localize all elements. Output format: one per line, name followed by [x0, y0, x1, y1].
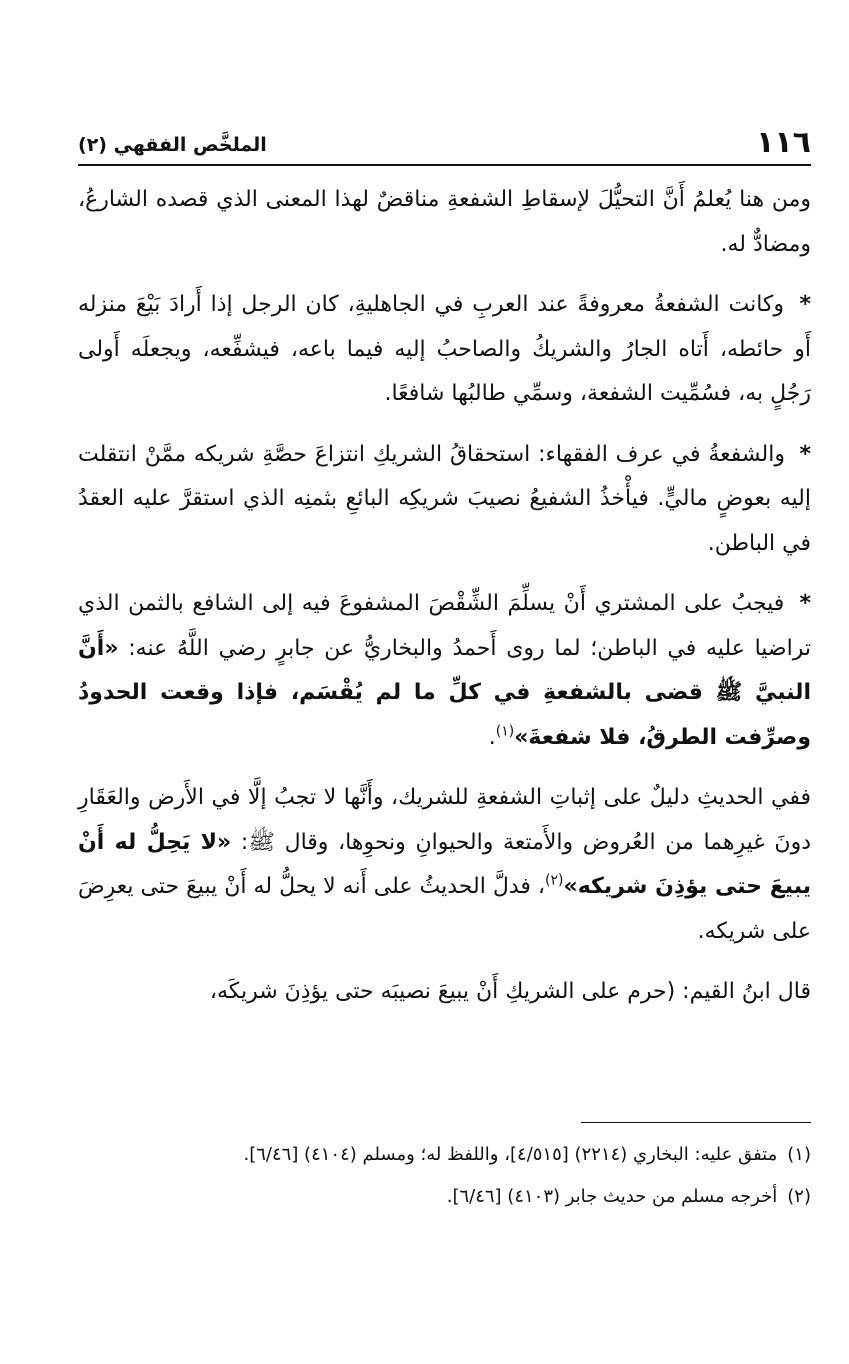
paragraph-bullet: *: [790, 591, 811, 616]
footnote-number: (١): [787, 1144, 811, 1165]
footnote: [78, 1176, 811, 1218]
paragraph: [78, 970, 811, 1015]
paragraph-text: وكانت الشفعةُ معروفةً عند العربِ في الجاهليةِ، كان الرجل إذا أَرادَ بَيْعَ منزله أَو حائطه، أَتاه الجارُ والشريكُ والصاحبُ إليه فيما باعه، فيشفِّعه، ويجعلَه أَولى رَجُلٍ به، فسُمِّيت الشفعة، وسمِّي طالبُها شافعًا.: [78, 292, 811, 406]
page-header: [78, 120, 811, 166]
hadith-quote: «أَنَّ النبيَّ ﷺ قضى بالشفعةِ في كلِّ ما لم يُقْسَم، فإذا وقعت الحدودُ وصرِّفت الطرقُ، فلا شفعةَ»: [78, 635, 811, 750]
paragraph-text: فيجبُ على المشتري أَنْ يسلِّمَ الشِّقْصَ المشفوعَ فيه إلى الشافع بالثمن الذي تراضيا عليه في الباطن؛ لما روى أَحمدُ والبخاريُّ عن جابرٍ رضي اللَّهُ عنه:: [78, 591, 811, 661]
paragraph-text: ومن هنا يُعلمُ أَنَّ التحيُّلَ لإسقاطِ الشفعةِ مناقضٌ لهذا المعنى الذي قصده الشارعُ، ومضادٌّ له.: [78, 187, 811, 257]
paragraph: [78, 433, 811, 567]
footnote: [78, 1134, 811, 1176]
page-number: ١١٦: [756, 125, 811, 160]
footnote-divider: [581, 1122, 811, 1123]
paragraph: [78, 178, 811, 267]
paragraph: [78, 283, 811, 417]
footnote-number: (٢): [787, 1186, 811, 1207]
main-text: [78, 178, 811, 1031]
footnote-text: متفق عليه: البخاري (٢٢١٤) [٤/٥١٥]، واللفظ له؛ ومسلم (٤١٠٤) [٦/٤٦].: [243, 1144, 778, 1165]
paragraph-bullet: *: [790, 292, 811, 317]
running-title: الملخَّص الفقهي (٢): [78, 134, 267, 156]
footnote-reference: (٢): [545, 872, 564, 889]
hadith-quote: «لا يَحِلُّ له أَنْ يبيعَ حتى يؤذِنَ شريكه»: [78, 829, 811, 899]
footnote-reference: (١): [495, 723, 515, 740]
footnote-text: أخرجه مسلم من حديث جابر (٤١٠٣) [٦/٤٦].: [446, 1186, 778, 1207]
footnotes: [78, 1134, 811, 1218]
paragraph-text: والشفعةُ في عرف الفقهاء: استحقاقُ الشريكِ انتزاعَ حصَّةِ شريكه ممَّنْ انتقلت إليه بعوضٍ ماليٍّ. فيأْخذُ الشفيعُ نصيبَ شريكِه البائعِ بثمنِه الذي استقرَّ عليه العقدُ في الباطن.: [78, 441, 811, 556]
paragraph-text: قال ابنُ القيم: (حرم على الشريكِ أَنْ يبيعَ نصيبَه حتى يؤذِنَ شريكَه،: [209, 979, 811, 1004]
paragraph-text: ، فدلَّ الحديثُ على أَنه لا يحلُّ له أَنْ يبيعَ حتى يعرِضَ على شريكه.: [78, 874, 811, 944]
paragraph: [78, 776, 811, 954]
paragraph-bullet: *: [790, 441, 811, 467]
paragraph: [78, 582, 811, 760]
paragraph-text: ففي الحديثِ دليلٌ على إثباتِ الشفعةِ للشريك، وأَنَّها لا تجبُ إلَّا في الأَرض والعَقَارِ دونَ غيرِهما من العُروض والأَمتعة والحيوانِ ونحوِها، وقال ﷺ:: [78, 785, 811, 855]
paragraph-text: .: [488, 724, 496, 750]
